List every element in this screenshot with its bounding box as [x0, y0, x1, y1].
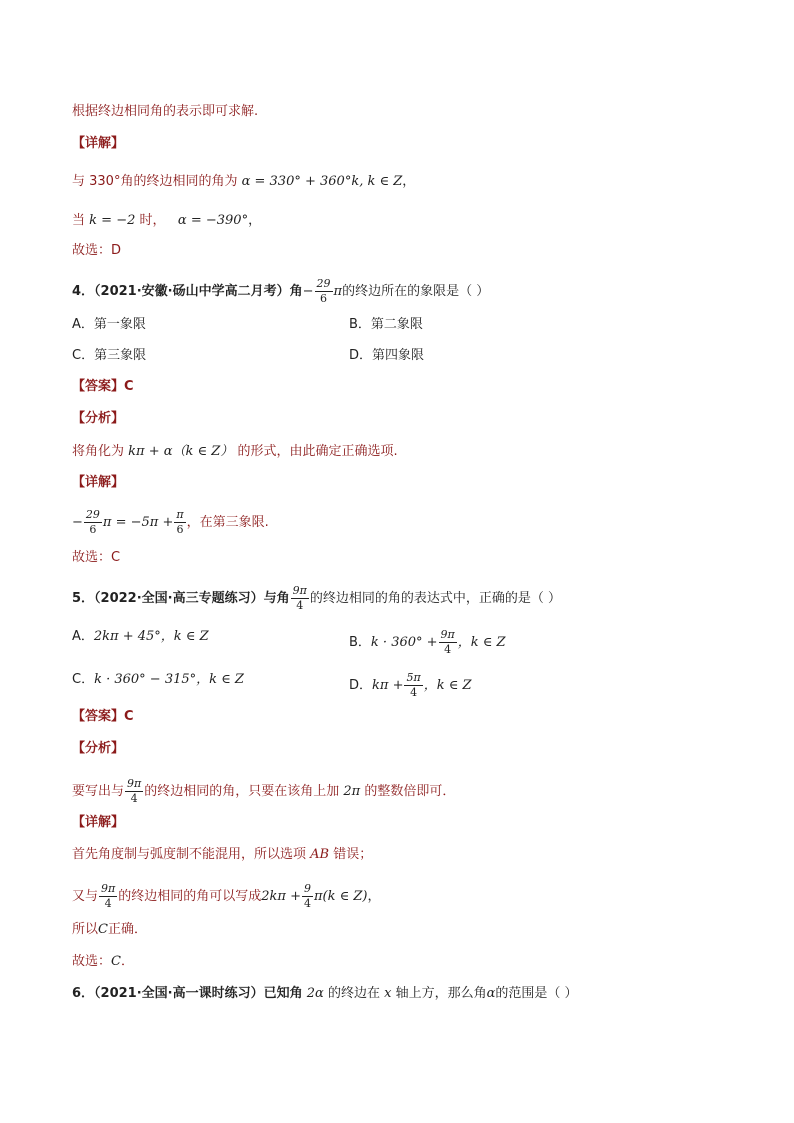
q5-option-a: A．2kπ + 45°，k ∈ Z: [72, 629, 209, 644]
q5-detail-label: 【详解】: [72, 815, 125, 830]
q5-answer: 故选：C．: [72, 954, 134, 969]
q4-detail-text: − $\frac{29}{6}$ π = −5π + $\frac{\pi}{6}$ ，在第三象限.: [72, 508, 269, 536]
q4-option-d: D．第四象限: [349, 348, 425, 363]
detail-line2-prev: 当 k = −2 时， α = −390°，: [72, 213, 262, 228]
q4-analysis-label: 【分析】: [72, 411, 125, 426]
q5-option-b: B．k · 360° + $\frac{9\pi}{4}$ ，k ∈ Z: [349, 628, 506, 656]
q4-option-a: A．第一象限: [72, 317, 146, 332]
q4-answer: 故选：C: [72, 550, 121, 565]
answer-prev: 故选：D: [72, 243, 122, 258]
q5-answer-label: 【答案】C: [72, 709, 134, 724]
q5-detail-line3: 所以C正确．: [72, 922, 147, 937]
fraction-29-6: $\frac{29}{6}$: [316, 277, 331, 305]
q4-option-c: C．第三象限: [72, 348, 147, 363]
q4-option-b: B．第二象限: [349, 317, 423, 332]
q4-detail-label: 【详解】: [72, 475, 125, 490]
detail-label-prev: 【详解】: [72, 136, 125, 151]
q4-analysis-text: 将角化为 kπ + α（k ∈ Z） 的形式，由此确定正确选项.: [72, 444, 398, 459]
solution-text-prev: 根据终边相同角的表示即可求解.: [72, 104, 259, 119]
detail-line1-prev: 与 330°角的终边相同的角为 α = 330° + 360°k, k ∈ Z，: [72, 174, 416, 189]
q5-analysis-label: 【分析】: [72, 741, 125, 756]
q5-option-d: D．kπ + $\frac{5\pi}{4}$ ，k ∈ Z: [349, 671, 472, 699]
question-6: 6．（2021·全国·高一课时练习）已知角 2α 的终边在 x 轴上方，那么角α的范围是（ ）: [72, 986, 578, 1001]
q4-answer-label: 【答案】C: [72, 379, 134, 394]
question-4: 4．（2021·安徽·砀山中学高二月考）角− $\frac{29}{6}$ π的终边所在的象限是（ ）: [72, 277, 490, 305]
q5-detail-line2: 又与 $\frac{9\pi}{4}$ 的终边相同的角可以写成2kπ + $\frac{9}{4}$ π(k ∈ Z)，: [72, 882, 381, 910]
q5-option-c: C．k · 360° − 315°，k ∈ Z: [72, 672, 244, 687]
q5-detail-line1: 首先角度制与弧度制不能混用，所以选项 AB 错误；: [72, 847, 373, 862]
q5-analysis-text: 要写出与 $\frac{9\pi}{4}$ 的终边相同的角，只要在该角上加 2π 的整数倍即可．: [72, 777, 456, 805]
question-5: 5．（2022·全国·高三专题练习）与角 $\frac{9\pi}{4}$ 的终边相同的角的表达式中，正确的是（ ）: [72, 584, 561, 612]
